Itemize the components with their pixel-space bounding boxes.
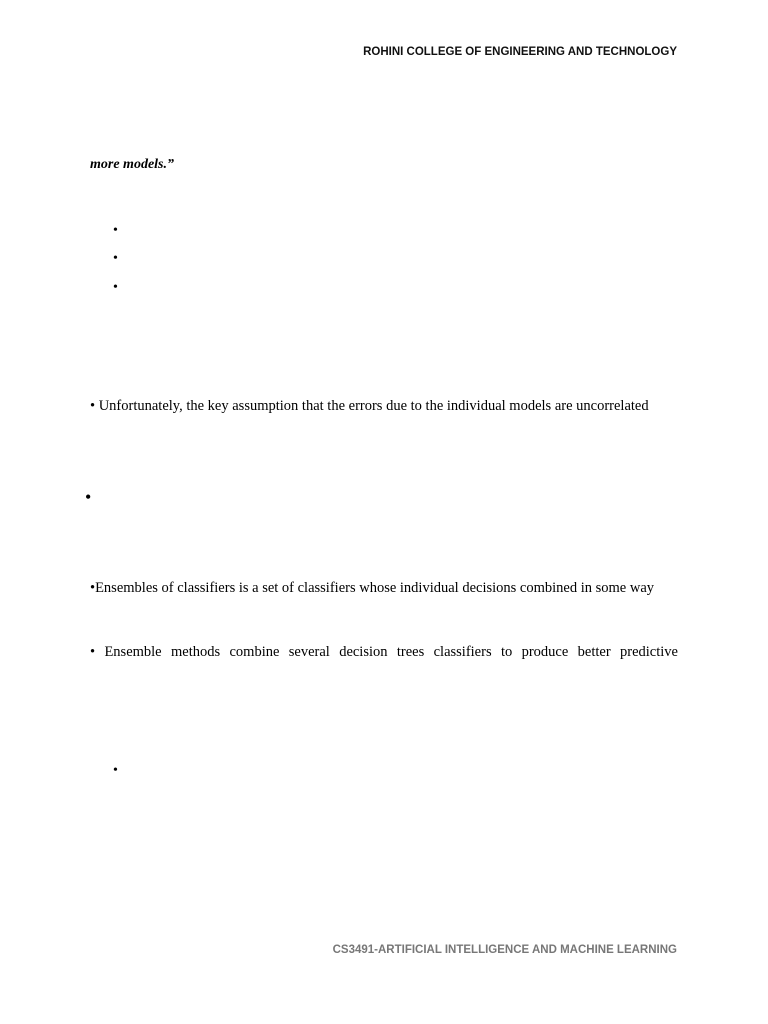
paragraph-ensemble-methods: • Ensemble methods combine several decision trees classifiers to produce better predictive — [90, 644, 678, 660]
empty-bullet-1: • — [113, 223, 118, 238]
empty-bullet-3: • — [113, 280, 118, 295]
paragraph-uncorrelated-errors: • Unfortunately, the key assumption that the errors due to the individual models are uncorrelated — [90, 398, 649, 414]
paragraph-ensembles-definition: •Ensembles of classifiers is a set of classifiers whose individual decisions combined in some way — [90, 580, 655, 596]
quote-ending-text: more models.” — [90, 157, 174, 172]
empty-bullet-5: • — [113, 763, 118, 778]
empty-bullet-4: • — [85, 487, 92, 507]
page-header: ROHINI COLLEGE OF ENGINEERING AND TECHNOLOGY — [363, 46, 677, 58]
empty-bullet-2: • — [113, 251, 118, 266]
page-footer: CS3491-ARTIFICIAL INTELLIGENCE AND MACHINE LEARNING — [332, 944, 677, 956]
